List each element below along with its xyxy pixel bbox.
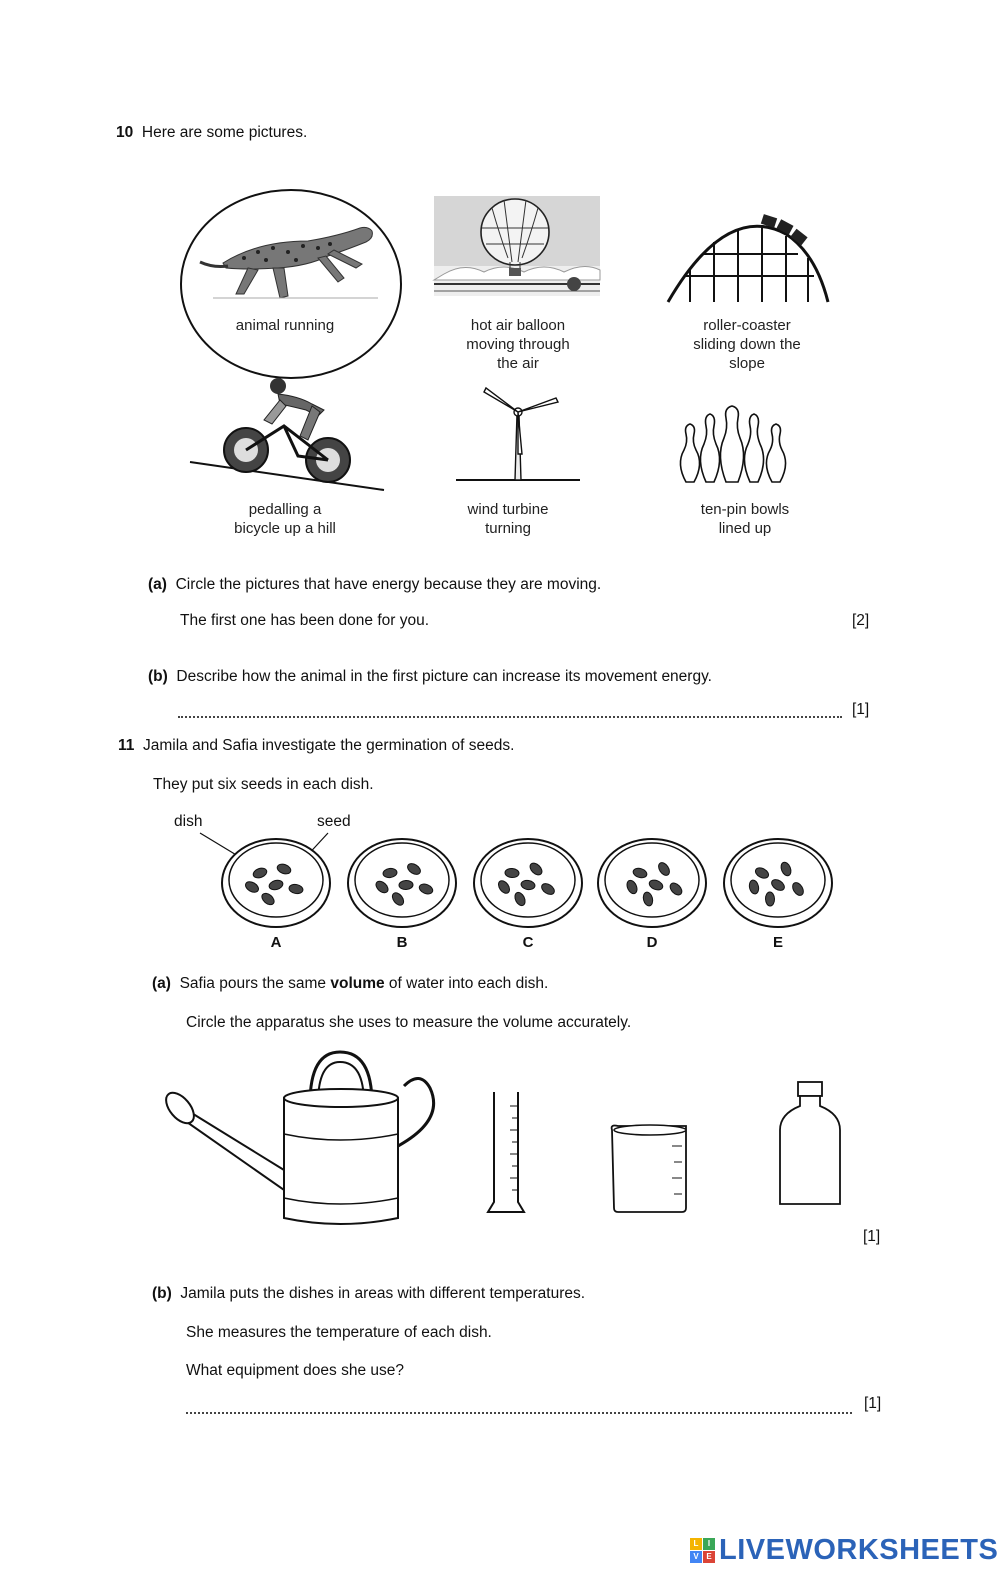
petri-dish-a [222,839,330,927]
logo-letter: I [703,1538,715,1550]
petri-dish-b [348,839,456,927]
measuring-cylinder-icon[interactable] [484,1088,528,1218]
question-number: 11 [118,737,135,754]
q11-part-b [152,1285,585,1303]
part-a-text-after: of water into each dish. [384,975,549,992]
caption-animal-running: animal running [235,317,335,334]
q11-part-a [152,975,548,993]
q10-part-a-note: The first one has been done for you. [180,612,430,629]
dish-label-d: D [646,934,658,951]
question-intro: Here are some pictures. [141,124,308,141]
logo-letter: E [703,1551,715,1563]
dish-label-b: B [396,934,408,951]
caption-wind-turbine: wind turbine turning [467,501,549,537]
beaker-icon[interactable] [606,1122,694,1216]
logo-letter: V [690,1551,702,1563]
q11-part-b-question: What equipment does she use? [186,1362,404,1379]
part-b-text: Jamila puts the dishes in areas with different temperatures. [180,1285,586,1302]
dish-label-a: A [270,934,282,951]
label-seed: seed [317,813,351,830]
petri-dish-e [724,839,832,927]
q11-part-a-instruction: Circle the apparatus she uses to measure the volume accurately. [186,1014,632,1031]
marks-q10b: [1] [852,701,870,718]
petri-dish-c [474,839,582,927]
part-label: (b) [148,668,168,685]
seed [765,892,774,906]
part-a-text: Safia pours the same [179,975,331,992]
liveworksheets-logo[interactable] [690,1534,998,1567]
q11-part-b-line2: She measures the temperature of each dish. [186,1324,492,1341]
petri-dish-d [598,839,706,927]
part-label: (a) [152,975,171,992]
seed [399,880,413,890]
caption-roller-coaster: roller-coaster sliding down the slope [693,317,801,372]
answer-line-q11b[interactable] [186,1412,852,1414]
part-label: (a) [148,576,167,593]
part-b-question: Describe how the animal in the first picture can increase its movement energy. [176,668,712,685]
marks-q11b: [1] [864,1395,882,1412]
marks-q11a: [1] [863,1228,881,1245]
logo-letter: L [690,1538,702,1550]
brand-text: LIVEWORKSHEETS [719,1534,999,1566]
marks-q10a: [2] [852,612,870,629]
brand-logo-grid [690,1538,715,1563]
part-a-bold-word: volume [330,975,385,992]
part-a-question: Circle the pictures that have energy because they are moving. [175,576,602,593]
part-label: (b) [152,1285,172,1302]
question-number: 10 [116,124,134,141]
caption-cyclist: pedalling a bicycle up a hill [234,501,336,537]
caption-bowling-pins: ten-pin bowls lined up [700,501,790,537]
bottle-icon[interactable] [776,1080,844,1210]
dish-label-e: E [772,934,783,951]
dish-label-c: C [522,934,534,951]
label-dish: dish [174,813,203,830]
question-intro: Jamila and Safia investigate the germination of seeds. [143,737,515,754]
question-11-line2: They put six seeds in each dish. [153,776,374,793]
watering-can-icon[interactable] [160,1050,440,1230]
caption-hot-air-balloon: hot air balloon moving through the air [466,317,570,372]
